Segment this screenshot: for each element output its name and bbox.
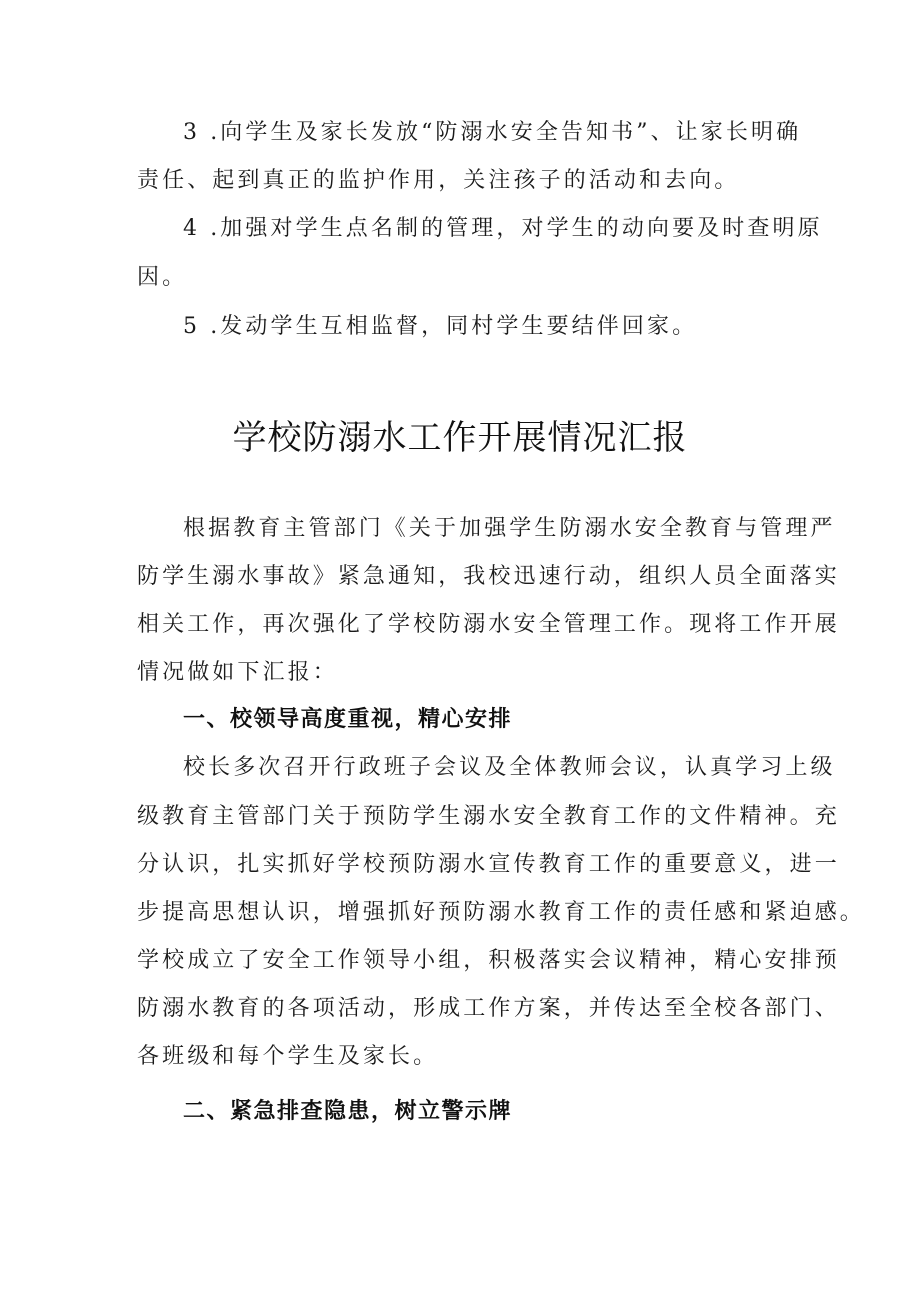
section1-line-4: 步提高思想认识，增强抓好预防溺水教育工作的责任感和紧迫感。 xyxy=(137,900,865,925)
section1-line-1: 校长多次召开行政班子会议及全体教师会议，认真学习上级 xyxy=(183,755,836,780)
intro-line-4: 情况做如下汇报： xyxy=(137,660,338,685)
list-item-5-line-1: 5 .发动学生互相监督，同村学生要结伴回家。 xyxy=(183,314,698,339)
intro-line-2: 防学生溺水事故》紧急通知，我校迅速行动，组织人员全面落实 xyxy=(137,564,840,589)
list-item-3-line-2: 责任、起到真正的监护作用，关注孩子的活动和去向。 xyxy=(137,168,740,193)
intro-line-3: 相关工作，再次强化了学校防溺水安全管理工作。现将工作开展 xyxy=(137,612,840,637)
intro-line-1: 根据教育主管部门《关于加强学生防溺水安全教育与管理严 xyxy=(183,516,836,541)
section-heading-1: 一、校领导高度重视，精心安排 xyxy=(183,707,513,732)
page-title: 学校防溺水工作开展情况汇报 xyxy=(232,418,688,458)
section-heading-2: 二、紧急排查隐患，树立警示牌 xyxy=(183,1099,513,1124)
list-item-4-line-1: 4 .加强对学生点名制的管理，对学生的动向要及时查明原 xyxy=(183,216,823,241)
list-item-4-line-2: 因。 xyxy=(137,265,188,290)
section1-line-2: 级教育主管部门关于预防学生溺水安全教育工作的文件精神。充 xyxy=(137,804,840,829)
section1-line-5: 学校成立了安全工作领导小组，积极落实会议精神，精心安排预 xyxy=(137,948,840,973)
section1-line-3: 分认识，扎实抓好学校预防溺水宣传教育工作的重要意义，进一 xyxy=(137,852,840,877)
section1-line-6: 防溺水教育的各项活动，形成工作方案，并传达至全校各部门、 xyxy=(137,996,840,1021)
section1-line-7: 各班级和每个学生及家长。 xyxy=(137,1044,439,1069)
list-item-3-line-1: 3 .向学生及家长发放“防溺水安全告知书”、让家长明确 xyxy=(183,120,802,145)
